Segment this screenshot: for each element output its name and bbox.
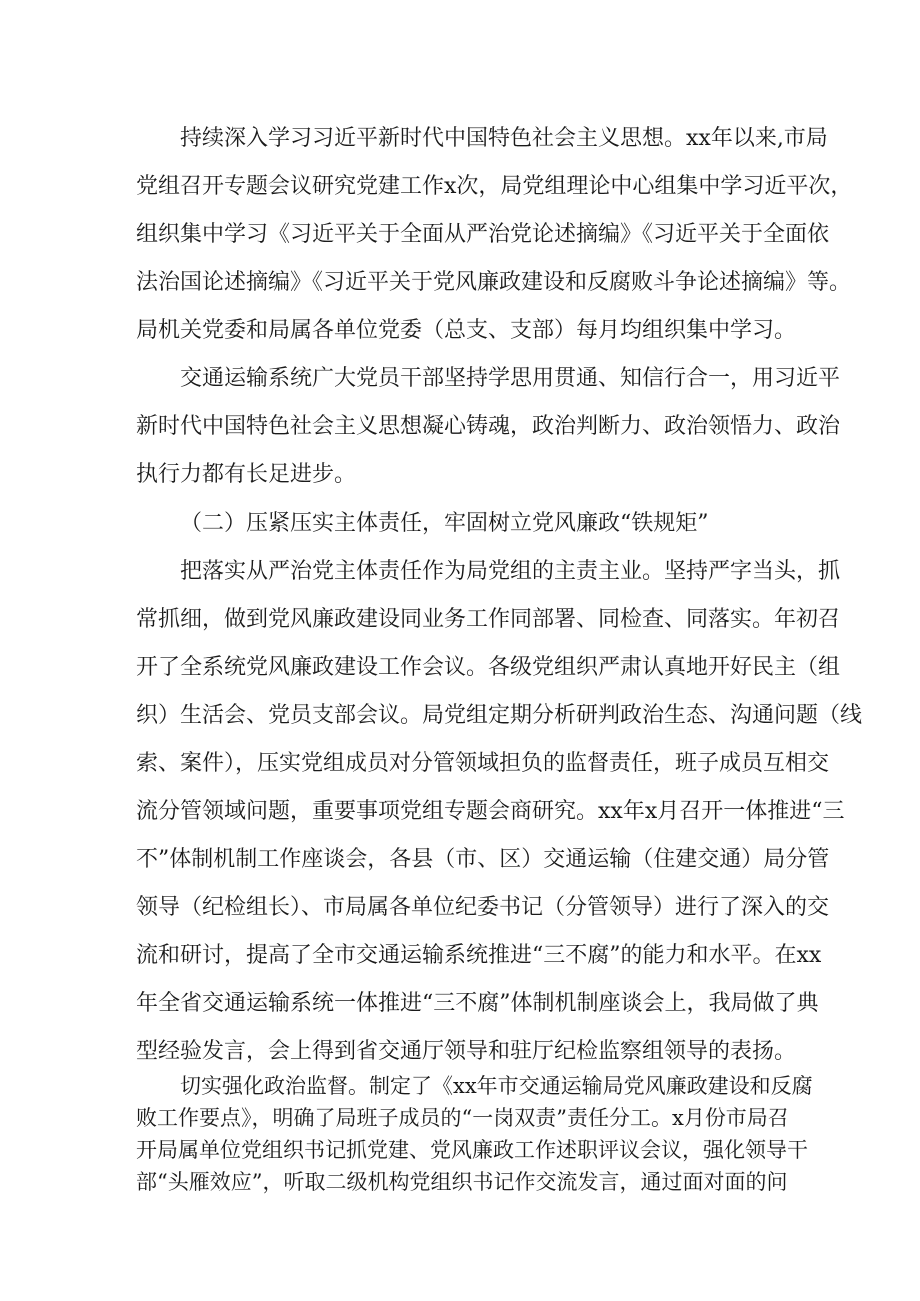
paragraph-2-line-2: 新时代中国特色社会主义思想凝心铸魂，政治判断力、政治领悟力、政治 [136,414,841,439]
paragraph-1-line-2: 党组召开专题会议研究党建工作x次，局党组理论中心组集中学习近平次， [136,174,853,199]
paragraph-1-line-3: 组织集中学习《习近平关于全面从严治党论述摘编》《习近平关于全面依 [136,222,830,247]
paragraph-3-line-6: 流分管领域问题，重要事项党组专题会商研究。xx年x月召开一体推进“三 [136,799,845,824]
paragraph-1-line-1: 持续深入学习习近平新时代中国特色社会主义思想。xx年以来,市局 [180,126,828,151]
paragraph-3-line-8: 领导（纪检组长）、市局属各单位纪委书记（分管领导）进行了深入的交 [136,895,830,920]
paragraph-3-line-11: 型经验发言，会上得到省交通厅领导和驻厅纪检监察组领导的表扬。 [136,1039,797,1064]
paragraph-3-line-3: 开了全系统党风廉政建设工作会议。各级党组织严肃认真地开好民主（组 [136,655,841,680]
paragraph-2-line-1: 交通运输系统广大党员干部坚持学思用贯通、知信行合一，用习近平 [180,366,841,391]
paragraph-4-line-4: 部“头雁效应”，听取二级机构党组织书记作交流发言，通过面对面的问 [136,1170,788,1194]
paragraph-3-line-2: 常抓细，做到党风廉政建设同业务工作同部署、同检查、同落实。年初召 [136,607,841,632]
paragraph-1-line-5: 局机关党委和局属各单位党委（总支、支部）每月均组织集中学习。 [136,318,797,343]
paragraph-1-line-4: 法治国论述摘编》《习近平关于党风廉政建设和反腐败斗争论述摘编》等。 [136,270,852,295]
section-heading: （二）压紧压实主体责任，牢固树立党风廉政“铁规矩” [180,511,709,536]
paragraph-3-line-4: 织）生活会、党员支部会议。局党组定期分析研判政治生态、沟通问题（线 [136,703,863,728]
paragraph-3-line-1: 把落实从严治党主体责任作为局党组的主责主业。坚持严字当头，抓 [180,559,841,584]
paragraph-4-line-3: 开局属单位党组织书记抓党建、党风廉政工作述职评议会议，强化领导干 [136,1138,808,1162]
paragraph-3-line-9: 流和研讨，提高了全市交通运输系统推进“三不腐”的能力和水平。在xx [136,943,822,968]
paragraph-3-line-5: 索、案件），压实党组成员对分管领域担负的监督责任，班子成员互相交 [136,751,830,776]
paragraph-2-line-3: 执行力都有长足进步。 [136,462,357,487]
paragraph-3-line-7: 不”体制机制工作座谈会，各县（市、区）交通运输（住建交通）局分管 [136,847,830,872]
paragraph-4-line-1: 切实强化政治监督。制定了《xx年市交通运输局党风廉政建设和反腐 [180,1074,813,1098]
paragraph-3-line-10: 年全省交通运输系统一体推进“三不腐”体制机制座谈会上，我局做了典 [136,991,819,1016]
paragraph-4-line-2: 败工作要点》，明确了局班子成员的“一岗双责”责任分工。x月份市局召 [136,1106,789,1130]
